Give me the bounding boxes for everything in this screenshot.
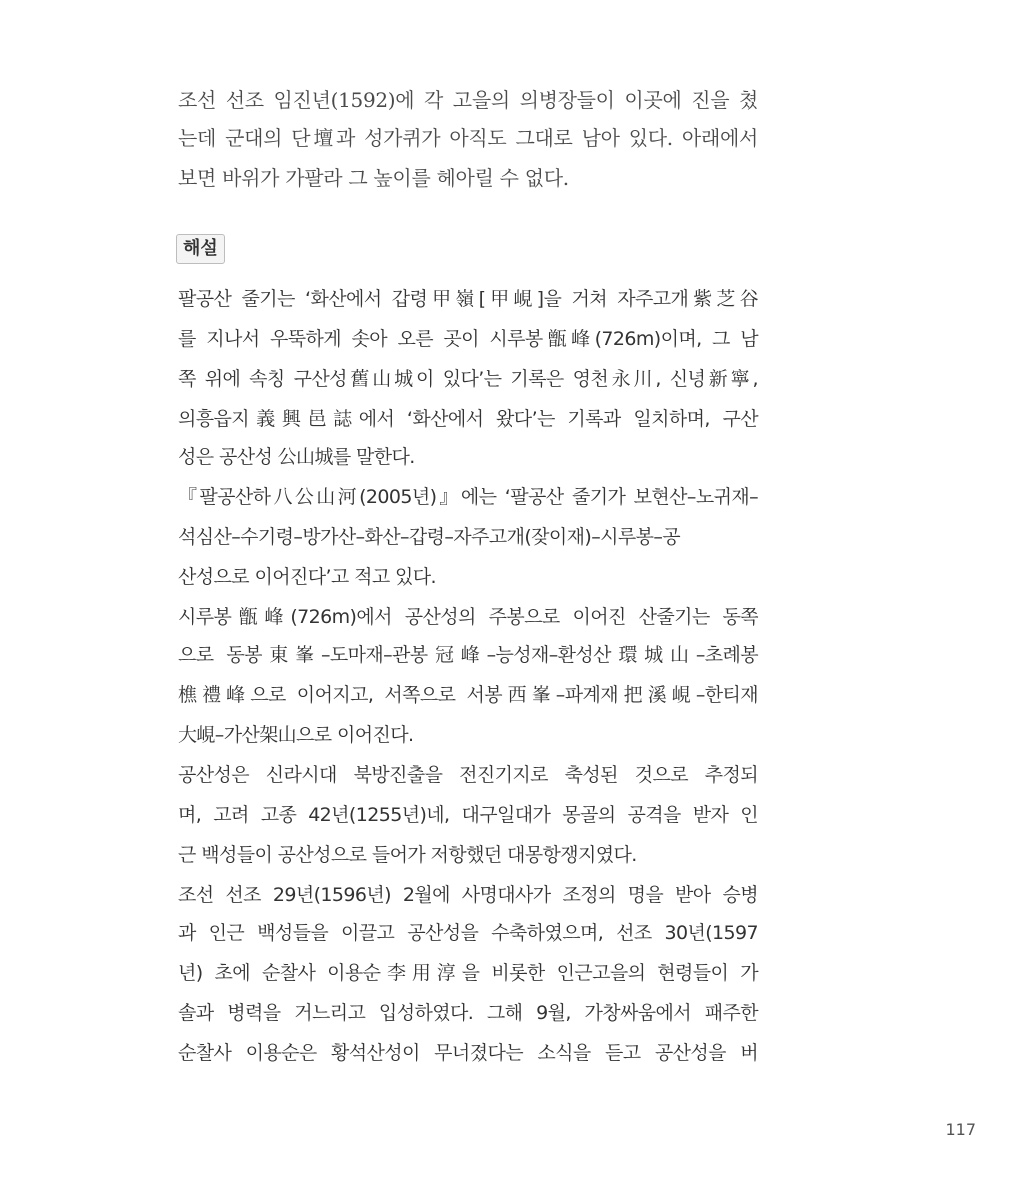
commentary-line: 시루봉甑峰(726m)에서 공산성의 주봉으로 이어진 산줄기는 동쪽 [178,606,758,628]
commentary-line: 공산성은 신라시대 북방진출을 전진기지로 축성된 것으로 추정되 [178,764,758,786]
commentary-line: 를 지나서 우뚝하게 솟아 오른 곳이 시루봉甑峰(726m)이며, 그 남 [178,328,758,350]
commentary-line: 팔공산 줄기는 ‘화산에서 갑령甲嶺[甲峴]을 거쳐 자주고개紫芝谷 [178,288,758,310]
commentary-line: 의흥읍지義興邑誌에서 ‘화산에서 왔다’는 기록과 일치하며, 구산 [178,408,758,430]
section-label-commentary: 해설 [176,234,225,264]
commentary-line: 산성으로 이어진다’고 적고 있다. [178,566,437,588]
commentary-line: 쪽 위에 속칭 구산성舊山城이 있다’는 기록은 영천永川, 신녕新寧, [178,368,758,390]
commentary-line: 근 백성들이 공산성으로 들어가 저항했던 대몽항쟁지였다. [178,844,637,866]
intro-line-3: 보면 바위가 가팔라 그 높이를 헤아릴 수 없다. [178,166,569,190]
commentary-line: 과 인근 백성들을 이끌고 공산성을 수축하였으며, 선조 30년(1597 [178,922,758,944]
commentary-line: 樵禮峰으로 이어지고, 서쪽으로 서봉西峯–파계재把溪峴–한티재 [178,684,758,706]
commentary-line: 大峴–가산架山으로 이어진다. [178,724,414,746]
intro-line-2: 는데 군대의 단壇과 성가퀴가 아직도 그대로 남아 있다. 아래에서 [178,126,758,150]
commentary-line: 조선 선조 29년(1596년) 2월에 사명대사가 조정의 명을 받아 승병 [178,884,758,906]
commentary-line: 며, 고려 고종 42년(1255년)네, 대구일대가 몽골의 공격을 받자 인 [178,804,758,826]
commentary-line: 년) 초에 순찰사 이용순李用淳을 비롯한 인근고을의 현령들이 가 [178,962,758,984]
commentary-line: 성은 공산성 公山城를 말한다. [178,446,415,468]
commentary-line: 솔과 병력을 거느리고 입성하였다. 그해 9월, 가창싸움에서 패주한 [178,1002,758,1024]
commentary-line: 석심산–수기령–방가산–화산–갑령–자주고개(잦이재)–시루봉–공 [178,526,681,548]
intro-line-1: 조선 선조 임진년(1592)에 각 고을의 의병장들이 이곳에 진을 쳤 [178,88,758,112]
commentary-line: 순찰사 이용순은 황석산성이 무너졌다는 소식을 듣고 공산성을 버 [178,1042,758,1064]
commentary-line: 으로 동봉東峯–도마재–관봉冠峰–능성재–환성산環城山–초례봉 [178,644,758,666]
page-number: 117 [945,1120,976,1139]
commentary-line: 『팔공산하八公山河(2005년)』에는 ‘팔공산 줄기가 보현산–노귀재– [178,486,758,508]
